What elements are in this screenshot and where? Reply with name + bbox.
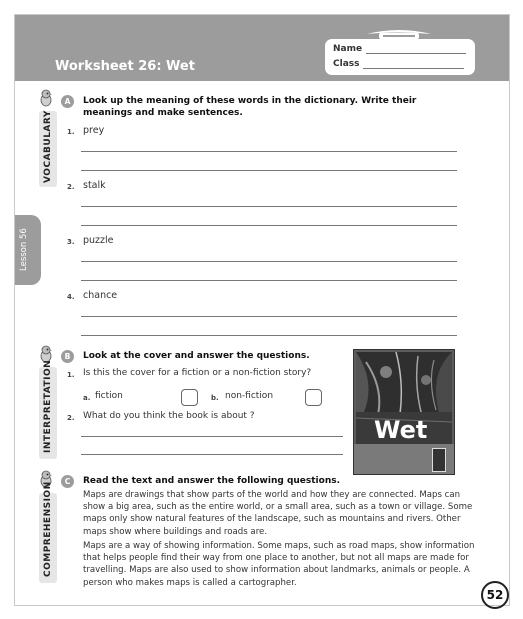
comprehension-label: COMPREHENSION [43, 481, 53, 577]
reading-paragraph: Maps are drawings that show parts of the world and how they are connected. Maps can show a big area, such as the entire world, or a small area, such as a town or village. Some maps only show natural features of the landscape, such as mountains and rivers. Other maps show where buildings and roads are. [83, 490, 473, 537]
vocab-word: prey [83, 125, 105, 136]
answer-line[interactable] [81, 206, 457, 207]
header-bar [15, 15, 509, 81]
question-1: Is this the cover for a fiction or a non-fiction story? [83, 368, 312, 378]
lesson-label: Lesson 56 [19, 228, 29, 271]
answer-line[interactable] [81, 170, 457, 171]
name-label: Name [333, 44, 363, 54]
name-field[interactable] [366, 45, 466, 54]
question-number: 1. [67, 371, 75, 379]
bird-mascot-icon [39, 89, 53, 107]
answer-line[interactable] [81, 225, 457, 226]
item-number: 4. [67, 293, 75, 301]
option-a-text: fiction [95, 391, 123, 401]
option-b-label: b. [211, 394, 219, 402]
answer-line[interactable] [81, 454, 343, 455]
option-a-label: a. [83, 394, 91, 402]
worksheet-title: Worksheet 26: Wet [55, 59, 195, 74]
lesson-tab [15, 215, 41, 285]
non-fiction-checkbox[interactable] [305, 389, 322, 406]
vocabulary-label: VOCABULARY [43, 110, 53, 183]
question-number: 2. [67, 414, 75, 422]
name-row [333, 44, 466, 54]
vocab-word: chance [83, 290, 118, 301]
reading-paragraph: Maps are a way of showing information. Some maps, such as road maps, show information that helps people find their way from one place to another, but not all maps are made for travelling. Maps are also used to show information about landmarks, animals or people. A person who makes maps is called a cartographer. [83, 541, 475, 588]
section-c-instruction: Read the text and answer the following questions. [83, 476, 341, 486]
option-b-text: non-fiction [225, 391, 274, 401]
fiction-checkbox[interactable] [181, 389, 198, 406]
vocab-word: stalk [83, 180, 106, 191]
answer-line[interactable] [81, 280, 457, 281]
section-b-badge: B [61, 350, 74, 363]
answer-line[interactable] [81, 316, 457, 317]
cover-title: Wet [374, 416, 428, 444]
page-number: 52 [481, 581, 509, 609]
question-2: What do you think the book is about ? [83, 411, 255, 421]
answer-line[interactable] [81, 436, 343, 437]
publisher-mark-icon [432, 448, 446, 472]
class-row [333, 59, 464, 69]
answer-line[interactable] [81, 151, 457, 152]
class-field[interactable] [363, 60, 464, 69]
interpretation-label: INTERPRETATION [43, 359, 53, 453]
section-c-badge: C [61, 475, 74, 488]
item-number: 3. [67, 238, 75, 246]
book-cover [353, 349, 455, 475]
cover-photo [356, 352, 452, 444]
name-class-box [325, 39, 475, 75]
item-number: 2. [67, 183, 75, 191]
item-number: 1. [67, 128, 75, 136]
series-logo [365, 25, 433, 37]
vocab-word: puzzle [83, 235, 114, 246]
answer-line[interactable] [81, 261, 457, 262]
section-a-badge: A [61, 95, 74, 108]
class-label: Class [333, 59, 360, 69]
section-a-instruction: Look up the meaning of these words in the dictionary. Write their meanings and make sentences. [83, 96, 417, 118]
section-b-instruction: Look at the cover and answer the questions. [83, 351, 310, 361]
worksheet-page [14, 14, 510, 606]
answer-line[interactable] [81, 335, 457, 336]
